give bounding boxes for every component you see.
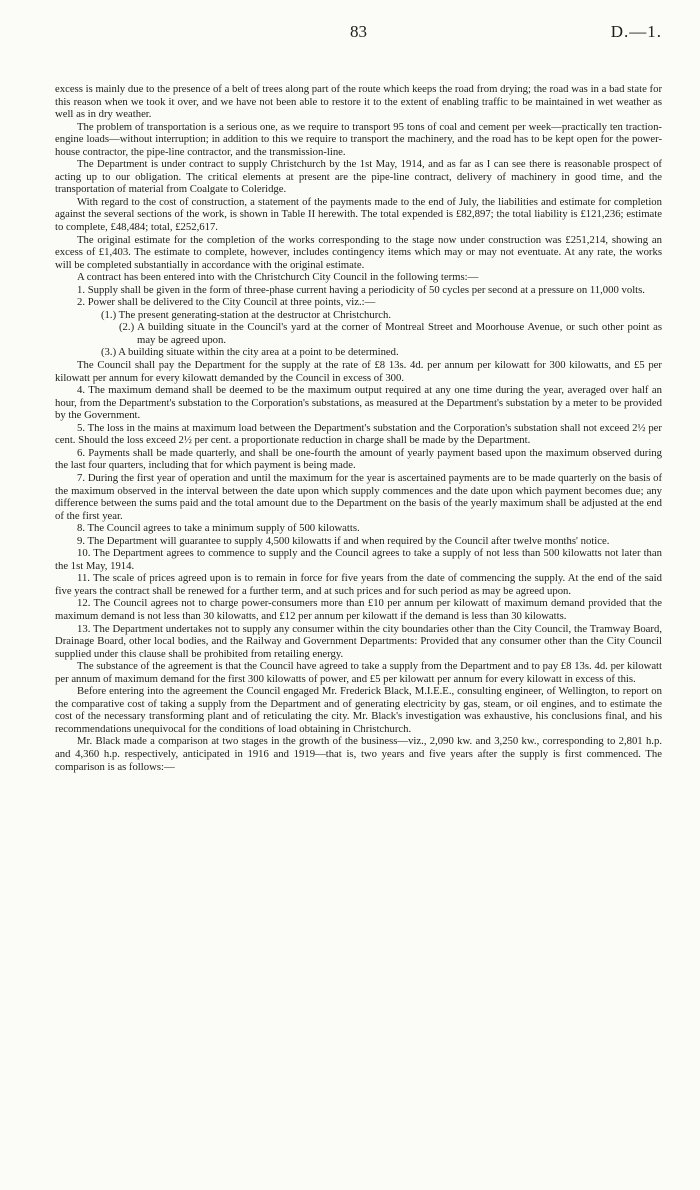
contract-clause: 8. The Council agrees to take a minimum supply of 500 kilowatts. — [77, 522, 360, 535]
paragraph: The substance of the agreement is that the Council have agreed to take a supply from the Department and to pay £8 13s. 4d. per kilowatt per annum of maximum demand for the first 300 kilowatts of power, and £5 per kilowatt per annum for every kilowatt in excess of this. — [55, 660, 662, 685]
body-text — [55, 83, 662, 773]
contract-clause: 4. The maximum demand shall be deemed to be the maximum output required at any one time during the year, averaged over half an hour, from the Department's substation to the Corporation's substations, as measured at the Department's substation by a meter to be provided by the Government. — [55, 384, 662, 422]
contract-clause: 7. During the first year of operation and until the maximum for the year is ascertained payments are to be made quarterly on the basis of the maximum observed in the interval between the date upon which supply commences and the date upon which payment becomes due; any difference between the sums paid and the total amount due to the Department on the basis of the yearly maximum shall be adjusted at the end of the first year. — [55, 471, 662, 522]
contract-clause: 6. Payments shall be made quarterly, and shall be one-fourth the amount of yearly payment based upon the maximum observed during the last four quarters, including that for which payment is being made. — [55, 446, 662, 472]
contract-clause: 1. Supply shall be given in the form of three-phase current having a periodicity of 50 cycles per second at a pressure on 11,000 volts. — [77, 283, 645, 296]
paragraph: The problem of transportation is a serious one, as we require to transport 95 tons of coal and cement per week—practically ten traction-engine loads—without interruption; in addition to this we require to transport the machinery, and the road has to be kept open for the power-house contractor, the pipe-line contractor, and the transmission-line. — [55, 120, 662, 158]
paragraph: The Department is under contract to supply Christchurch by the 1st May, 1914, and as far as I can see there is reasonable prospect of acting up to our obligation. The critical elements at present are the pipe-line contract, delivery of machinery in good time, and the transportation of material from Coalgate to Coleridge. — [55, 158, 662, 196]
paragraph: The original estimate for the completion of the works corresponding to the stage now under construction was £251,214, showing an excess of £1,403. The estimate to complete, however, includes contingency items which may or may not eventuate. At any rate, the works will be completed substantially in accordance with the original estimate. — [55, 233, 662, 271]
contract-clause: 9. The Department will guarantee to supply 4,500 kilowatts if and when required by the Council after twelve months' notice. — [77, 534, 610, 547]
paragraph: Before entering into the agreement the Council engaged Mr. Frederick Black, M.I.E.E., consulting engineer, of Wellington, to report on the comparative cost of taking a supply from the Department and of generating electricity by gas, steam, or oil engines, and to estimate the cost of the necessary transforming plant and of reticulating the city. Mr. Black's investigation was exhaustive, his conclusions final, and his recommendations unequivocal for the conditions of load obtaining in Christchurch. — [55, 685, 662, 735]
paragraph: A contract has been entered into with the Christchurch City Council in the following terms:— — [77, 271, 479, 284]
paragraph: excess is mainly due to the presence of a belt of trees along part of the route which keeps the road from drying; the road was in a bad state for this reason when we took it over, and we have not been able to restore it to the extent of enabling traffic to be maintained in wet weather as well as in dry weather. — [55, 83, 662, 121]
contract-clause: 2. Power shall be delivered to the City Council at three points, viz.:— — [77, 296, 376, 309]
contract-clause: 5. The loss in the mains at maximum load between the Department's substation and the Corporation's substation shall not exceed 2½ per cent. Should the loss exceed 2½ per cent. a proportionate reduction in charge shall be made by the Department. — [55, 421, 662, 447]
contract-clause: 11. The scale of prices agreed upon is to remain in force for five years from the date of commencing the supply. At the end of the said five years the contract shall be renewed for a further term, and at such prices and for such period as may be agreed upon. — [55, 572, 662, 597]
delivery-point: (3.) A building situate within the city area at a point to be determined. — [101, 346, 399, 359]
paragraph: With regard to the cost of construction, a statement of the payments made to the end of July, the liabilities and estimate for completion against the several sections of the work, is shown in Table II herewith. The total expended is £82,897; the total liability is £121,236; estimate to complete, £48,484; total, £252,617. — [55, 195, 662, 234]
page-header — [55, 22, 662, 46]
contract-clause: 12. The Council agrees not to charge power-consumers more than £10 per annum per kilowatt of maximum demand provided that the maximum demand is not less than 30 kilowatts, and £12 per annum per kilowatt if the demand is less than 30 kilowatts. — [55, 597, 662, 622]
delivery-point: (2.) A building situate in the Council's yard at the corner of Montreal Street and Moorhouse Avenue, or such other point as may be agreed upon. — [119, 321, 662, 346]
delivery-point: (1.) The present generating-station at the destructor at Christchurch. — [101, 308, 392, 321]
page-number: 83 — [350, 22, 367, 41]
paragraph: Mr. Black made a comparison at two stages in the growth of the business—viz., 2,090 kw. and 3,250 kw., corresponding to 2,801 h.p. and 4,360 h.p. respectively, anticipated in 1916 and 1919—that is, two years and five years after the supply is first commenced. The comparison is as follows:— — [55, 735, 662, 773]
document-reference: D.—1. — [610, 22, 662, 41]
contract-clause: 13. The Department undertakes not to supply any consumer within the city boundaries other than the City Council, the Tramway Board, Drainage Board, other local bodies, and the Railway and Government Departments: Provided that any consumer other than the City Council supplied under this clause shall be prohibited from retailing energy. — [55, 622, 662, 660]
paragraph: The Council shall pay the Department for the supply at the rate of £8 13s. 4d. per annum per kilowatt for 300 kilowatts, and £5 per kilowatt per annum for every kilowatt demanded by the Council in excess of 300. — [55, 359, 662, 384]
contract-clause: 10. The Department agrees to commence to supply and the Council agrees to take a supply of not less than 500 kilowatts not later than the 1st May, 1914. — [55, 547, 662, 572]
